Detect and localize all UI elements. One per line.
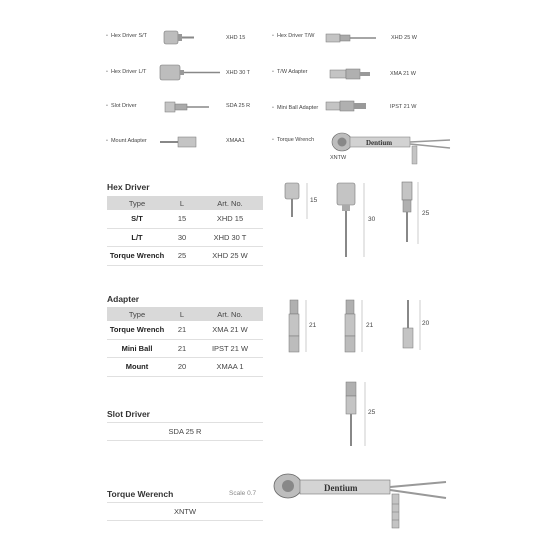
table-header-row bbox=[107, 307, 263, 321]
torque-wrench-art-no: XNTW bbox=[107, 502, 263, 521]
row-type: Torque Wrench bbox=[107, 247, 167, 266]
mount-adapter-image bbox=[160, 136, 200, 148]
dim-hex-lt: 30 bbox=[368, 216, 376, 223]
row-length: 21 bbox=[167, 321, 197, 339]
adapter-title: Adapter bbox=[107, 294, 140, 304]
torque-wrench-title: Torque Werench bbox=[107, 489, 174, 499]
torque-wrench-small-image bbox=[332, 132, 452, 166]
adapter-table bbox=[107, 307, 263, 377]
brand-logo-small: Dentium bbox=[366, 139, 393, 147]
col-art-no: Art. No. bbox=[197, 196, 263, 210]
catalog-code-tw-adapter: XMA 21 W bbox=[390, 71, 416, 77]
row-type: Torque Wrench bbox=[107, 321, 167, 339]
table-row bbox=[107, 228, 263, 247]
catalog-code-hex-driver-st: XHD 15 bbox=[226, 35, 246, 41]
torque-wrench-large-image bbox=[274, 472, 450, 532]
col-type: Type bbox=[107, 307, 167, 321]
tw-adapter-image bbox=[330, 68, 372, 80]
catalog-name-torque-wrench: • Torque Wrench bbox=[272, 137, 314, 143]
table-header-row bbox=[107, 196, 263, 210]
row-type: Mount bbox=[107, 358, 167, 377]
catalog-code-hex-driver-tw: XHD 25 W bbox=[391, 35, 417, 41]
row-art-no: XHD 15 bbox=[197, 210, 263, 228]
row-type: Mini Ball bbox=[107, 339, 167, 358]
catalog-name-slot-driver: • Slot Driver bbox=[106, 103, 137, 109]
dim-slot-driver: 25 bbox=[368, 409, 376, 416]
row-length: 25 bbox=[167, 247, 197, 266]
catalog-code-mini-ball-adapter: IPST 21 W bbox=[390, 104, 417, 110]
hex-driver-st-image bbox=[164, 30, 204, 46]
row-type: S/T bbox=[107, 210, 167, 228]
catalog-name-tw-adapter: • T/W Adapter bbox=[272, 69, 308, 75]
dim-adapter-miniball: 21 bbox=[366, 322, 374, 329]
col-length: L bbox=[167, 196, 197, 210]
row-art-no: XHD 30 T bbox=[197, 228, 263, 247]
col-length: L bbox=[167, 307, 197, 321]
col-art-no: Art. No. bbox=[197, 307, 263, 321]
hex-driver-table bbox=[107, 196, 263, 266]
row-type: L/T bbox=[107, 228, 167, 247]
slot-driver-title: Slot Driver bbox=[107, 409, 150, 419]
row-art-no: XHD 25 W bbox=[197, 247, 263, 266]
table-row bbox=[107, 321, 263, 339]
slot-driver-art-no: SDA 25 R bbox=[107, 422, 263, 441]
hex-driver-title: Hex Driver bbox=[107, 182, 150, 192]
row-length: 21 bbox=[167, 339, 197, 358]
mini-ball-adapter-vertical-image bbox=[344, 300, 368, 354]
catalog-name-hex-driver-st: • Hex Driver S/T bbox=[106, 33, 147, 39]
catalog-name-mini-ball-adapter: • Mini Ball Adapter bbox=[272, 105, 318, 111]
dim-adapter-tw: 21 bbox=[309, 322, 317, 329]
hex-driver-lt-image bbox=[160, 64, 222, 82]
dim-adapter-mount: 20 bbox=[422, 320, 430, 327]
catalog-name-hex-driver-lt: • Hex Driver L/T bbox=[106, 69, 146, 75]
dim-hex-st: 15 bbox=[310, 197, 318, 204]
catalog-name-mount-adapter: • Mount Adapter bbox=[106, 138, 147, 144]
table-row bbox=[107, 247, 263, 266]
catalog-code-mount-adapter: XMAA1 bbox=[226, 138, 245, 144]
col-type: Type bbox=[107, 196, 167, 210]
row-length: 15 bbox=[167, 210, 197, 228]
dim-hex-tw: 25 bbox=[422, 210, 430, 217]
table-row bbox=[107, 210, 263, 228]
row-art-no: XMA 21 W bbox=[197, 321, 263, 339]
row-length: 30 bbox=[167, 228, 197, 247]
row-art-no: IPST 21 W bbox=[197, 339, 263, 358]
slot-driver-image bbox=[165, 101, 211, 113]
row-length: 20 bbox=[167, 358, 197, 377]
torque-wrench-scale: Scale 0.7 bbox=[229, 490, 257, 497]
catalog-code-hex-driver-lt: XHD 30 T bbox=[226, 70, 251, 76]
mini-ball-adapter-image bbox=[326, 100, 370, 112]
hex-driver-tw-image bbox=[326, 32, 378, 44]
row-art-no: XMAA 1 bbox=[197, 358, 263, 377]
table-row bbox=[107, 339, 263, 358]
brand-logo-large: Dentium bbox=[324, 483, 358, 493]
catalog-code-slot-driver: SDA 25 R bbox=[226, 103, 251, 109]
catalog-code-torque-wrench: XNTW bbox=[330, 155, 347, 161]
table-row bbox=[107, 358, 263, 377]
catalog-name-hex-driver-tw: • Hex Driver T/W bbox=[272, 33, 314, 39]
